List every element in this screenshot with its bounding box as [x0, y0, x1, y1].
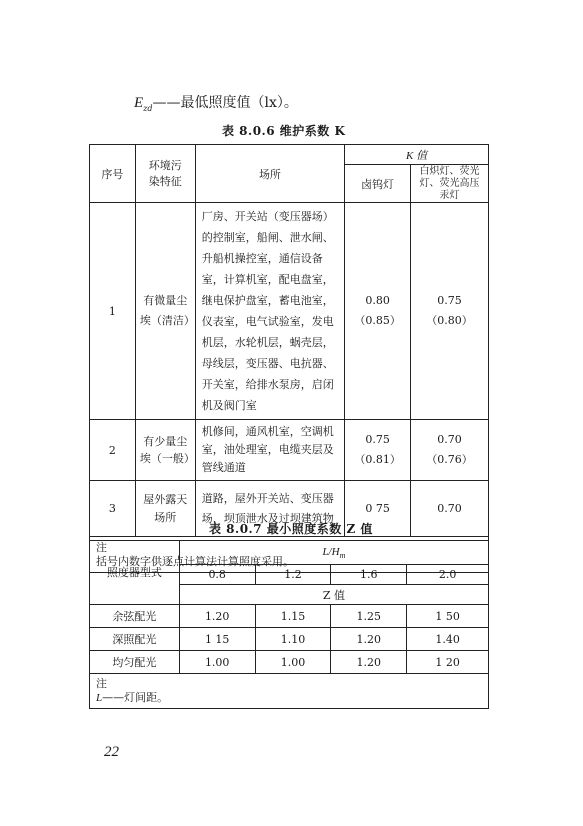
header-lh: $L/H_m$ [179, 541, 488, 565]
cell: 1.40 [407, 628, 489, 651]
row3-k1: 0 75 [345, 481, 411, 537]
cell: 1 15 [179, 628, 255, 651]
row3-k2: 0.70 [411, 481, 489, 537]
row2-env: 有少量尘埃（一般） [135, 420, 195, 481]
definition-line [134, 92, 298, 113]
cell: 1.00 [255, 651, 331, 674]
row2-place: 机修间，通风机室，空调机室，油处理室，电缆夹层及管线通道 [195, 420, 344, 481]
header-z: Z 值 [179, 585, 488, 605]
row1-no: 1 [90, 203, 136, 420]
cell: 1.20 [331, 628, 407, 651]
row1-k1: 0.80 （0.85） [345, 203, 411, 420]
note-text: 括号内数字供逐点计算法计算照度采用。 [96, 554, 294, 568]
symbol-subscript: zd [143, 103, 153, 113]
row3-place: 道路，屋外开关站、变压器场，坝顶泄水及过坝建筑物 [195, 481, 344, 537]
col-2-0: 2.0 [407, 565, 489, 585]
header-no: 序号 [90, 145, 136, 203]
row2-no: 2 [90, 420, 136, 481]
cell: 1.15 [255, 605, 331, 628]
row1-place: 厂房、开关站（变压器场）的控制室，船闸、泄水闸、升船机操控室，通信设备室，计算机室，配电盘室，继电保护盘室，蓄电池室，仪表室，电气试验室，发电机层，水轮机层，蜗壳层，母线层，变压器、电抗器、开关室，给排水泵房，启闭机及阀门室 [195, 203, 344, 420]
cell: 1.00 [179, 651, 255, 674]
table2-caption: 表 8.0.7 最小照度系数 Z 值 [209, 522, 373, 536]
header-k: K 值 [345, 145, 489, 165]
type-uniform: 均匀配光 [90, 651, 180, 674]
col-0-8: 0.8 [179, 565, 255, 585]
table-row [90, 203, 489, 420]
cell: 1 50 [407, 605, 489, 628]
min-illuminance-table [89, 540, 489, 709]
header-env: 环境污染特征 [135, 145, 195, 203]
row3-no: 3 [90, 481, 136, 537]
col-1-6: 1.6 [331, 565, 407, 585]
table2-note [90, 674, 489, 709]
header-k2: 白炽灯、荧光灯、荧光高压汞灯 [411, 165, 489, 203]
table-row [90, 651, 489, 674]
header-k1: 卤钨灯 [345, 165, 411, 203]
maintenance-factor-table [89, 144, 489, 573]
header-place: 场所 [195, 145, 344, 203]
note-text: L——灯间距。 [96, 691, 169, 704]
table-row [90, 605, 489, 628]
type-cosine: 余弦配光 [90, 605, 180, 628]
table-row [90, 420, 489, 481]
symbol-e: E [134, 95, 144, 111]
page-number: 22 [104, 744, 119, 760]
cell: 1.25 [331, 605, 407, 628]
definition-text: ——最低照度值（lx）。 [152, 95, 298, 111]
type-deep: 深照配光 [90, 628, 180, 651]
cell: 1.20 [331, 651, 407, 674]
table-row [90, 628, 489, 651]
note-label: 注 [96, 677, 107, 690]
row1-k2: 0.75 （0.80） [411, 203, 489, 420]
cell: 1.20 [179, 605, 255, 628]
cell: 1 20 [407, 651, 489, 674]
row2-k2: 0.70 （0.76） [411, 420, 489, 481]
row3-env: 屋外露天场所 [135, 481, 195, 537]
row1-env: 有微量尘埃（清洁） [135, 203, 195, 420]
header-type: 照度器型式 [90, 541, 180, 605]
note-label: 注 [96, 540, 107, 554]
row2-k1: 0.75 （0.81） [345, 420, 411, 481]
cell: 1.10 [255, 628, 331, 651]
col-1-2: 1.2 [255, 565, 331, 585]
table1-caption: 表 8.0.6 维护系数 K [222, 124, 346, 138]
